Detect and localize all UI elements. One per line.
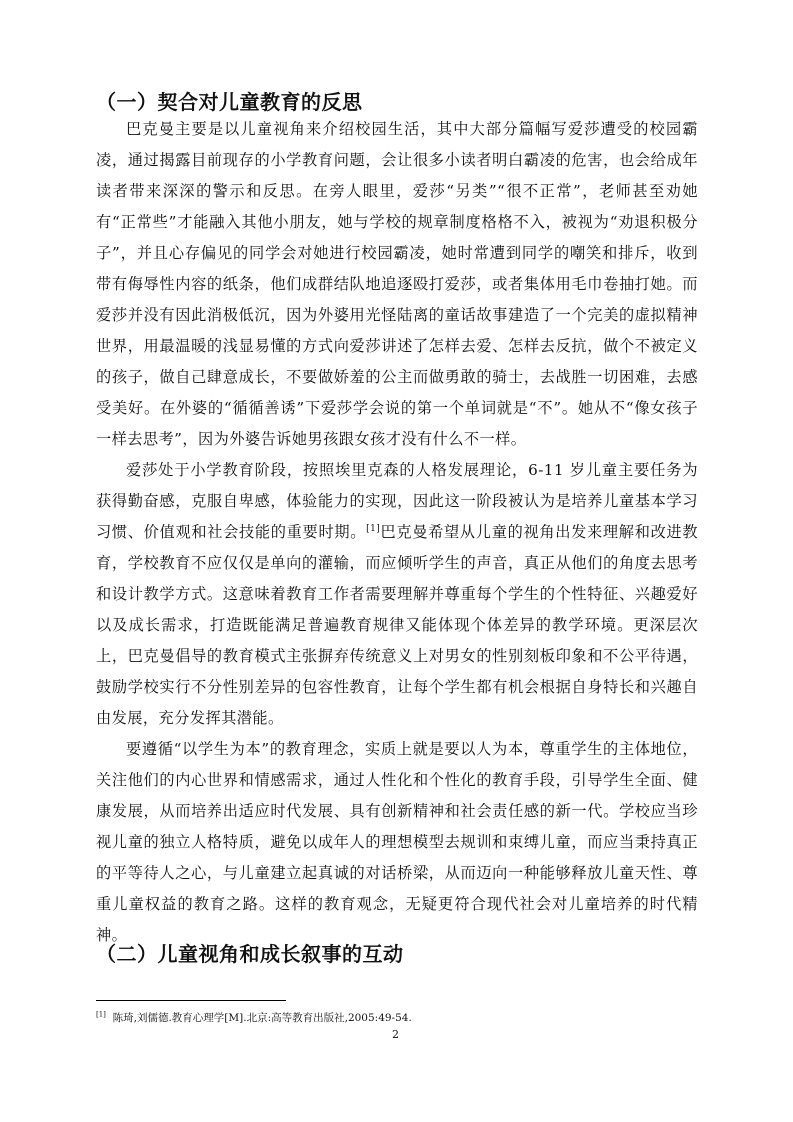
page-number: 2: [392, 1028, 399, 1041]
paragraph-text: 巴克曼希望从儿童的视角出发来理解和改进教育，学校教育不应仅仅是单向的灌输，而应倾听学生的声音，真正从他们的角度去思考和设计教学方式。这意味着教育工作者需要理解并尊重每个学生的个性特征、兴趣爱好以及成长需求，打造既能满足普遍教育规律又能体现个体差异的教学环境。更深层次上，巴克曼倡导的教育模式主张摒弃传统意义上对男女的性别刻板印象和不公平待遇，鼓励学校实行不分性别差异的包容性教育，让每个学生都有机会根据自身特长和兴趣自由发展，充分发挥其潜能。: [96, 523, 698, 727]
section-heading: （二）儿童视角和成长叙事的互动: [96, 942, 404, 966]
section-heading: （一）契合对儿童教育的反思: [96, 90, 363, 114]
citation-marker[interactable]: [1]: [366, 523, 381, 534]
body-paragraph: [96, 455, 698, 734]
footnote: [96, 1010, 412, 1025]
footnote-text: 陈琦,刘儒德.教育心理学[M].北京:高等教育出版社,2005:49-54.: [112, 1012, 412, 1024]
paragraph-text: 爱莎处于小学教育阶段，按照埃里克森的人格发展理论，6-11 岁儿童主要任务为获得勤奋感，克服自卑感，体验能力的实现，因此这一阶段被认为是培养儿童基本学习习惯、价值观和社会技能的重要时期。: [96, 461, 698, 541]
footnote-divider: [96, 1000, 286, 1001]
footnote-marker: [1]: [96, 1010, 106, 1019]
body-paragraph: 要遵循“以学生为本”的教育理念，实质上就是要以人为本，尊重学生的主体地位，关注他们的内心世界和情感需求，通过人性化和个性化的教育手段，引导学生全面、健康发展，从而培养出适应时代发展、具有创新精神和社会责任感的新一代。学校应当珍视儿童的独立人格特质，避免以成年人的理想模型去规训和束缚儿童，而应当秉持真正的平等待人之心，与儿童建立起真诚的对话桥梁，从而迈向一种能够释放儿童天性、尊重儿童权益的教育之路。这样的教育观念，无疑更符合现代社会对儿童培养的时代精神。: [96, 740, 698, 944]
body-paragraph: 巴克曼主要是以儿童视角来介绍校园生活，其中大部分篇幅写爱莎遭受的校园霸凌，通过揭露目前现存的小学教育问题，会让很多小读者明白霸凌的危害，也会给成年读者带来深深的警示和反思。在旁人眼里，爱莎“另类”“很不正常”，老师甚至劝她有“正常些”才能融入其他小朋友，她与学校的规章制度格格不入，被视为“劝退积极分子”，并且心存偏见的同学会对她进行校园霸凌，她时常遭到同学的嘲笑和排斥，收到带有侮辱性内容的纸条，他们成群结队地追逐殴打爱莎，或者集体用毛巾卷抽打她。而爱莎并没有因此消极低沉，因为外婆用光怪陆离的童话故事建造了一个完美的虚拟精神世界，用最温暖的浅显易懂的方式向爱莎讲述了怎样去爱、怎样去反抗，做个不被定义的孩子，做自己肆意成长，不要做娇羞的公主而做勇敢的骑士，去战胜一切困难，去感受美好。在外婆的“循循善诱”下爱莎学会说的第一个单词就是“不”。她从不“像女孩子一样去思考”，因为外婆告诉她男孩跟女孩才没有什么不一样。: [96, 120, 698, 448]
